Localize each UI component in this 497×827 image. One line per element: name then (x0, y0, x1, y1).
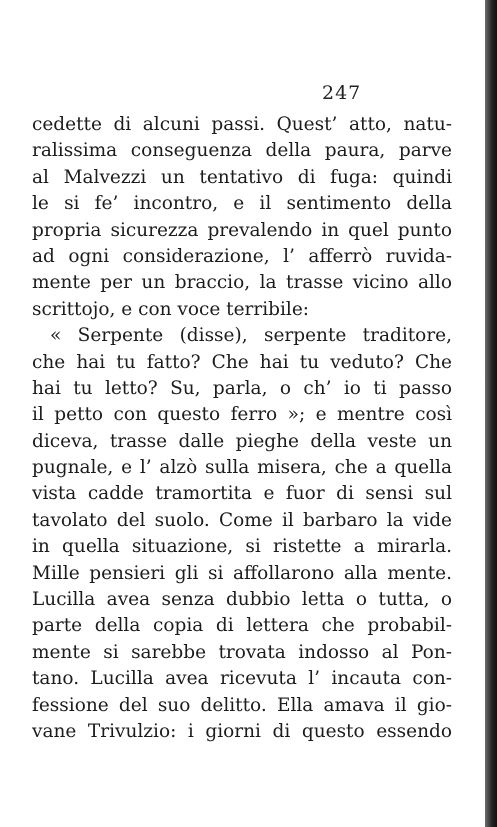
text-line: hai tu letto? Su, parla, o ch’ io ti passo (32, 377, 452, 399)
text-line: parte della copia di lettera che probabil- (32, 615, 452, 637)
body-text (32, 112, 452, 745)
text-line: tano. Lucilla avea ricevuta l’ incauta con- (32, 668, 452, 690)
text-line: diceva, trasse dalle pieghe della veste un (32, 430, 452, 452)
text-line: fessione del suo delitto. Ella amava il gio- (32, 694, 452, 716)
text-line: mente si sarebbe trovata indosso al Pon- (32, 641, 452, 663)
text-line: scrittojo, e con voce terribile: (32, 298, 310, 320)
page-edge-shadow (485, 0, 497, 827)
text-line: Lucilla avea senza dubbio letta o tutta, o (32, 589, 452, 611)
text-line: le si fe’ incontro, e il sentimento della (32, 193, 452, 215)
text-line: « Serpente (disse), serpente traditore, (50, 325, 452, 347)
text-line: ralissima conseguenza della paura, parve (32, 140, 452, 162)
text-line: il petto con questo ferro »; e mentre così (32, 404, 452, 426)
text-line: tavolato del suolo. Come il barbaro la vide (32, 509, 452, 531)
text-line: che hai tu fatto? Che hai tu veduto? Che (32, 351, 452, 373)
text-line: in quella situazione, si ristette a mirarla. (32, 536, 452, 558)
text-line: vista cadde tramortita e fuor di sensi sul (32, 483, 452, 505)
text-line: Mille pensieri gli si affollarono alla mente. (32, 562, 452, 584)
text-line: pugnale, e l’ alzò sulla misera, che a quella (32, 457, 452, 479)
text-line: al Malvezzi un tentativo di fuga: quindi (32, 166, 452, 188)
text-line: propria sicurezza prevalendo in quel punto (32, 219, 452, 241)
text-line: mente per un braccio, la trasse vicino allo (32, 272, 452, 294)
page-number: 247 (322, 82, 362, 104)
text-line: ad ogni considerazione, l’ afferrò ruvida- (32, 245, 452, 267)
text-line: vane Trivulzio: i giorni di questo essendo (32, 720, 452, 742)
text-line: cedette di alcuni passi. Quest’ atto, natu- (32, 114, 452, 135)
